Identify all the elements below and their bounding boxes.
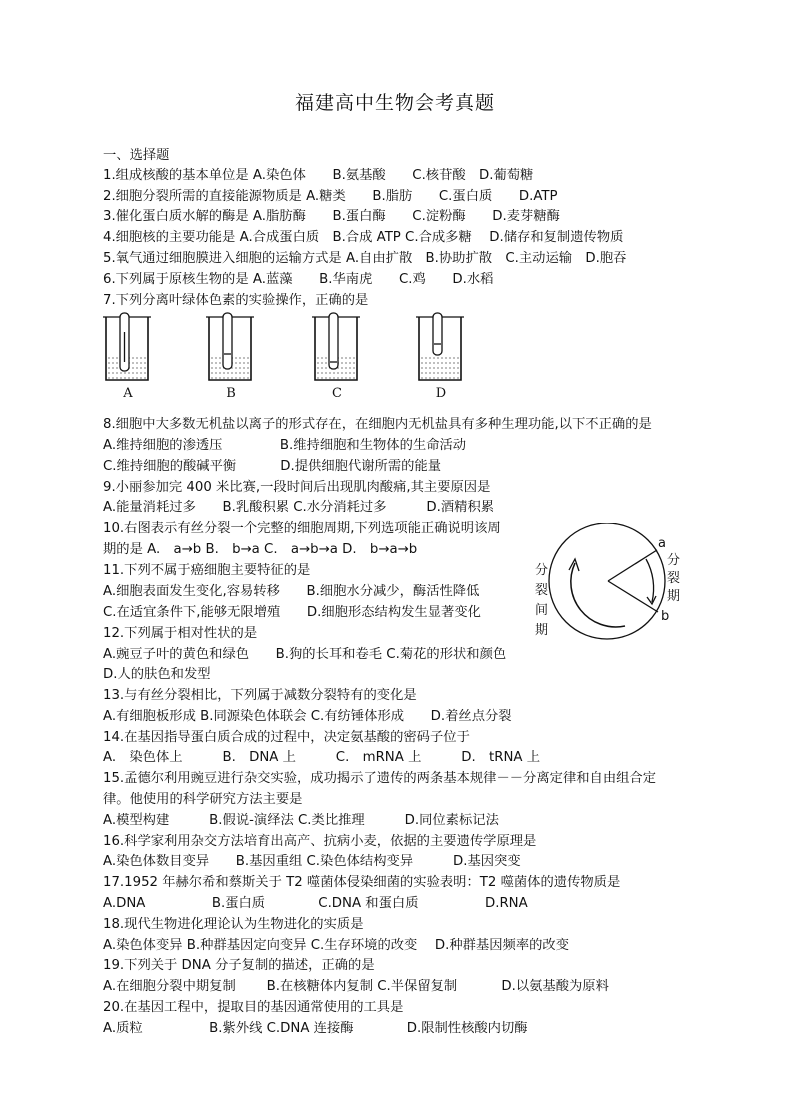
cell-cycle-diagram: [530, 523, 690, 653]
figure-7-beakers: [103, 312, 463, 404]
text-line: A.DNA B.蛋白质 C.DNA 和蛋白质 D.RNA: [103, 896, 528, 911]
text-line: C.在适宜条件下,能够无限增殖 D.细胞形态结构发生显著变化: [103, 605, 481, 620]
text-line: 1.组成核酸的基本单位是 A.染色体 B.氨基酸 C.核苷酸 D.葡萄糖: [103, 168, 534, 183]
text-line: 20.在基因工程中，提取目的基因通常使用的工具是: [103, 1000, 404, 1015]
beaker-option-b: [206, 312, 256, 404]
text-line: 6.下列属于原核生物的是 A.蓝藻 B.华南虎 C.鸡 D.水稻: [103, 272, 494, 287]
text-line: 2.细胞分裂所需的直接能源物质是 A.糖类 B.脂肪 C.蛋白质 D.ATP: [103, 189, 558, 204]
text-line: 10.右图表示有丝分裂一个完整的细胞周期,下列选项能正确说明该周: [103, 521, 501, 536]
text-line: A.模型构建 B.假说-演绎法 C.类比推理 D.同位素标记法: [103, 813, 499, 828]
text-line: 19.下列关于 DNA 分子复制的描述，正确的是: [103, 958, 375, 973]
text-line: 一、选择题: [103, 148, 170, 163]
text-line: A.染色体变异 B.种群基因定向变异 C.生存环境的改变 D.种群基因频率的改变: [103, 938, 570, 953]
text-line: 14.在基因指导蛋白质合成的过程中，决定氨基酸的密码子位于: [103, 730, 470, 745]
text-line: A. 染色体上 B. DNA 上 C. mRNA 上 D. tRNA 上: [103, 750, 541, 765]
option-label: C: [332, 386, 342, 401]
division-phase-label: 分裂期: [667, 553, 681, 604]
text-line: 4.细胞核的主要功能是 A.合成蛋白质 B.合成 ATP C.合成多糖 D.储存和复制遗传物质: [103, 230, 624, 245]
text-line: 3.催化蛋白质水解的酶是 A.脂肪酶 B.蛋白酶 C.淀粉酶 D.麦芽糖酶: [103, 209, 560, 224]
option-label: A: [123, 386, 133, 401]
option-label: B: [226, 386, 236, 401]
text-line: A.细胞表面发生变化,容易转移 B.细胞水分减少，酶活性降低: [103, 584, 480, 599]
beaker-option-d: [416, 312, 466, 404]
beaker-option-a: [103, 312, 153, 404]
text-line: 7.下列分离叶绿体色素的实验操作，正确的是: [103, 293, 369, 308]
page-title: 福建高中生物会考真题: [294, 92, 495, 114]
text-line: 8.细胞中大多数无机盐以离子的形式存在，在细胞内无机盐具有多种生理功能,以下不正确的是: [103, 417, 652, 432]
interphase-label: 分裂间期: [535, 563, 549, 638]
text-line: 13.与有丝分裂相比，下列属于减数分裂特有的变化是: [103, 688, 417, 703]
text-line: 11.下列不属于癌细胞主要特征的是: [103, 563, 311, 578]
text-line: 18.现代生物进化理论认为生物进化的实质是: [103, 917, 364, 932]
text-line: 律。他使用的科学研究方法主要是: [103, 792, 303, 807]
text-line: D.人的肤色和发型: [103, 667, 211, 682]
point-b-label: b: [661, 609, 670, 624]
text-line: C.维持细胞的酸碱平衡 D.提供细胞代谢所需的能量: [103, 459, 442, 474]
point-a-label: a: [658, 536, 666, 551]
text-line: 12.下列属于相对性状的是: [103, 626, 258, 641]
option-label: D: [435, 386, 447, 401]
text-line: A.有细胞板形成 B.同源染色体联会 C.有纺锤体形成 D.着丝点分裂: [103, 709, 512, 724]
beaker-option-c: [312, 312, 362, 404]
text-line: A.在细胞分裂中期复制 B.在核糖体内复制 C.半保留复制 D.以氨基酸为原料: [103, 979, 609, 994]
text-line: 9.小丽参加完 400 米比赛,一段时间后出现肌肉酸痛,其主要原因是: [103, 480, 491, 495]
text-line: A.能量消耗过多 B.乳酸积累 C.水分消耗过多 D.酒精积累: [103, 500, 495, 515]
text-line: 16.科学家利用杂交方法培育出高产、抗病小麦，依据的主要遗传学原理是: [103, 834, 537, 849]
text-line: 15.孟德尔利用豌豆进行杂交实验，成功揭示了遗传的两条基本规律－－分离定律和自由组合定: [103, 771, 657, 786]
text-line: 17.1952 年赫尔希和蔡斯关于 T2 噬菌体侵染细菌的实验表明：T2 噬菌体的遗传物质是: [103, 875, 621, 890]
text-line: 5.氧气通过细胞膜进入细胞的运输方式是 A.自由扩散 B.协助扩散 C.主动运输 D.胞吞: [103, 251, 627, 266]
text-line: 期的是 A. a→b B. b→a C. a→b→a D. b→a→b: [103, 542, 418, 557]
text-line: A.豌豆子叶的黄色和绿色 B.狗的长耳和卷毛 C.菊花的形状和颜色: [103, 647, 507, 662]
text-line: A.质粒 B.紫外线 C.DNA 连接酶 D.限制性核酸内切酶: [103, 1021, 528, 1036]
text-line: A.维持细胞的渗透压 B.维持细胞和生物体的生命活动: [103, 438, 467, 453]
text-line: A.染色体数目变异 B.基因重组 C.染色体结构变异 D.基因突变: [103, 854, 521, 869]
